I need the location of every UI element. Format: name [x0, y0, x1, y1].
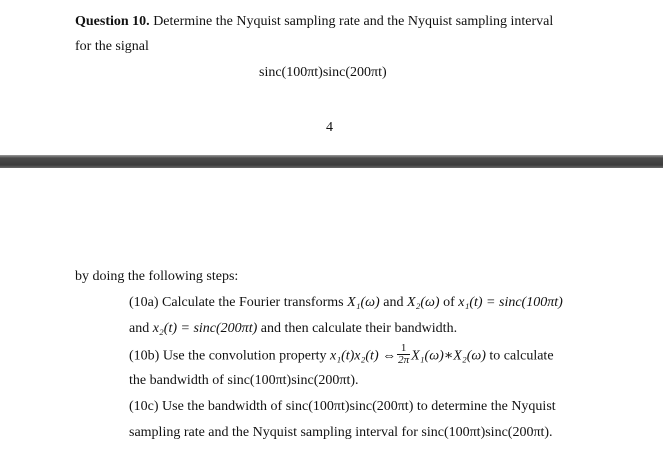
step-c-line1 [129, 398, 556, 416]
step-b-product: x₁(t)x₂(t) ⇔ [330, 348, 397, 364]
step-c-line2-signal: sinc(100πt)sinc(200πt). [421, 425, 553, 440]
step-a-line2-and: and [129, 321, 150, 336]
step-b-fraction [397, 343, 410, 366]
step-b-fraction-denominator: 2π [398, 354, 410, 366]
step-c-line2 [129, 424, 553, 442]
step-a-line2-rest: and then calculate their bandwidth. [260, 321, 458, 336]
step-a-line1-pre: (10a) Calculate the Fourier transforms [129, 295, 344, 310]
question-intro-line1 [75, 13, 553, 31]
signal-expression: sinc(100πt)sinc(200πt) [259, 65, 387, 80]
step-c-line1-signal: sinc(100πt)sinc(200πt) [285, 399, 414, 414]
step-b-line1-post: to calculate [489, 348, 554, 364]
step-b-fraction-numerator: 1 [397, 343, 410, 355]
step-a-line2 [129, 320, 457, 338]
page-number: 4 [326, 120, 333, 135]
question-intro-text: Determine the Nyquist sampling rate and the Nyquist sampling interval [153, 14, 554, 29]
step-b-line2-pre: the bandwidth of [129, 373, 224, 388]
step-c-line1-pre: (10c) Use the bandwidth of [129, 399, 283, 414]
step-b-line1 [129, 342, 554, 368]
step-a-x2-t: x₂(t) = sinc(200πt) [152, 321, 258, 336]
step-c-line1-post: to determine the Nyquist [416, 399, 556, 414]
step-b-line2-signal: sinc(100πt)sinc(200πt). [227, 373, 359, 388]
steps-lead: by doing the following steps: [75, 269, 239, 284]
step-b-line1-pre: (10b) Use the convolution property [129, 348, 327, 364]
step-a-x1-t: x₁(t) = sinc(100πt) [458, 295, 563, 310]
step-b-line2 [129, 372, 359, 390]
step-a-and: and [383, 295, 404, 310]
step-c-line2-pre: sampling rate and the Nyquist sampling interval for [129, 425, 418, 440]
step-b-convolution: X₁(ω)∗X₂(ω) [411, 348, 486, 364]
step-a-of: of [443, 295, 455, 310]
step-a-line1 [129, 294, 563, 312]
question-intro-line2: for the signal [75, 39, 149, 54]
step-a-x1-omega: X₁(ω) [347, 295, 380, 310]
question-label: Question 10. [75, 14, 150, 29]
step-a-x2-omega: X₂(ω) [406, 295, 440, 310]
page-separator [0, 155, 663, 168]
